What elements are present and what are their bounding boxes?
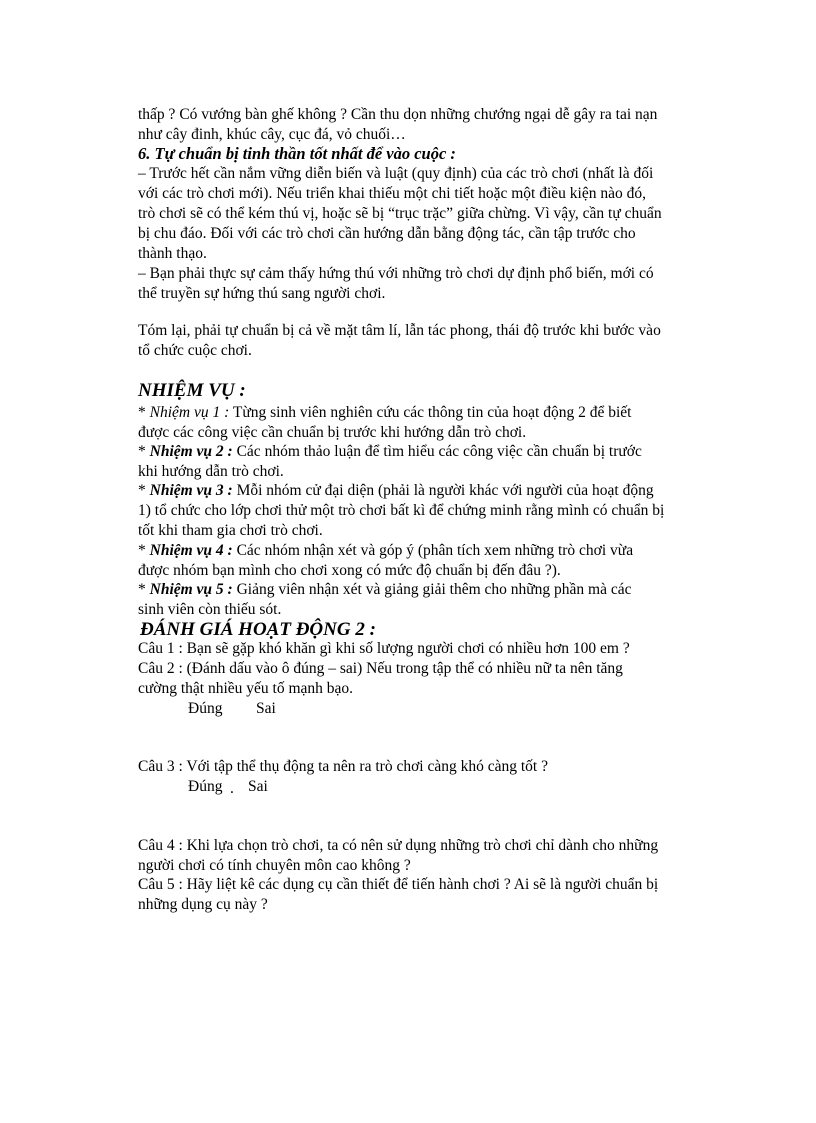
- question-5: Câu 5 : Hãy liệt kê các dụng cụ cần thiết để tiến hành chơi ? Ai sẽ là người chuẩn bị: [138, 876, 659, 893]
- summary-line: Tóm lại, phải tự chuẩn bị cả về mặt tâm lí, lẫn tác phong, thái độ trước khi bước vào: [138, 322, 661, 339]
- section-6-heading: 6. Tự chuẩn bị tinh thần tốt nhất để vào cuộc :: [138, 144, 456, 163]
- task-5-label: Nhiệm vụ 5 :: [149, 581, 233, 598]
- text-line: khi hướng dẫn trò chơi.: [138, 463, 284, 480]
- text-line: – Bạn phải thực sự cảm thấy hứng thú với những trò chơi dự định phổ biến, mới có: [138, 265, 654, 282]
- task-4: * Nhiệm vụ 4 : Các nhóm nhận xét và góp ý (phân tích xem những trò chơi vừa: [138, 542, 634, 559]
- question-3: Câu 3 : Với tập thể thụ động ta nên ra trò chơi càng khó càng tốt ?: [138, 758, 548, 775]
- q3-false-option[interactable]: Sai: [248, 778, 268, 795]
- task-2: * Nhiệm vụ 2 : Các nhóm thảo luận để tìm hiểu các công việc cần chuẩn bị trước: [138, 443, 642, 460]
- task-2-label: Nhiệm vụ 2 :: [149, 443, 233, 460]
- text-line: những dụng cụ này ?: [138, 896, 268, 913]
- text-line: được nhóm bạn mình cho chơi xong có mức độ chuẩn bị đến đâu ?).: [138, 562, 561, 579]
- task-5: * Nhiệm vụ 5 : Giảng viên nhận xét và giảng giải thêm cho những phần mà các: [138, 581, 632, 598]
- text-line: thành thạo.: [138, 245, 207, 262]
- text-line: thấp ? Có vướng bàn ghế không ? Cần thu dọn những chướng ngại dễ gây ra tai nạn: [138, 106, 658, 123]
- text-line: cường thật nhiều yếu tố mạnh bạo.: [138, 680, 354, 697]
- text-line: – Trước hết cần nắm vững diễn biến và luật (quy định) của các trò chơi (nhất là đối: [138, 165, 654, 182]
- task-1: * Nhiệm vụ 1 : Từng sinh viên nghiên cứu các thông tin của hoạt động 2 để biết: [138, 404, 632, 421]
- text-line: người chơi có tính chuyên môn cao không ?: [138, 857, 411, 874]
- text-line: như cây đinh, khúc cây, cục đá, vỏ chuối…: [138, 126, 406, 143]
- text-line: trò chơi sẽ có thể kém thú vị, hoặc sẽ bị “trục trặc” giữa chừng. Vì vậy, cần tự chuẩn: [138, 205, 662, 222]
- text-line: với các trò chơi mới). Nếu triển khai thiếu một chi tiết hoặc một điều kiện nào đó,: [138, 185, 646, 202]
- text-line: bị chu đáo. Đối với các trò chơi cần hướng dẫn bằng động tác, cần tập trước cho: [138, 225, 636, 242]
- task-4-label: Nhiệm vụ 4 :: [149, 542, 233, 559]
- tasks-heading: NHIỆM VỤ :: [138, 380, 246, 401]
- question-2: Câu 2 : (Đánh dấu vào ô đúng – sai) Nếu trong tập thể có nhiều nữ ta nên tăng: [138, 660, 623, 677]
- task-3: * Nhiệm vụ 3 : Mỗi nhóm cử đại diện (phải là người khác với người của hoạt động: [138, 482, 654, 499]
- task-3-label: Nhiệm vụ 3 :: [149, 482, 233, 499]
- question-4: Câu 4 : Khi lựa chọn trò chơi, ta có nên sử dụng những trò chơi chỉ dành cho những: [138, 837, 659, 854]
- task-1-label: Nhiệm vụ 1 :: [149, 404, 230, 421]
- q2-false-option[interactable]: Sai: [256, 700, 276, 717]
- text-line: được các công việc cần chuẩn bị trước khi hướng dẫn trò chơi.: [138, 424, 527, 441]
- question-1: Câu 1 : Bạn sẽ gặp khó khăn gì khi số lượng người chơi có nhiều hơn 100 em ?: [138, 640, 630, 657]
- summary-line: tổ chức cuộc chơi.: [138, 342, 252, 359]
- evaluation-heading: ĐÁNH GIÁ HOẠT ĐỘNG 2 :: [140, 619, 376, 640]
- q3-separator: .: [230, 780, 234, 797]
- q3-true-option[interactable]: Đúng: [188, 778, 223, 795]
- text-line: 1) tổ chức cho lớp chơi thử một trò chơi bất kì để chứng minh rằng mình có chuẩn bị: [138, 502, 665, 519]
- q2-true-option[interactable]: Đúng: [188, 700, 223, 717]
- text-line: thể truyền sự hứng thú sang người chơi.: [138, 285, 386, 302]
- text-line: sinh viên còn thiếu sót.: [138, 601, 282, 618]
- text-line: tốt khi tham gia chơi trò chơi.: [138, 522, 323, 539]
